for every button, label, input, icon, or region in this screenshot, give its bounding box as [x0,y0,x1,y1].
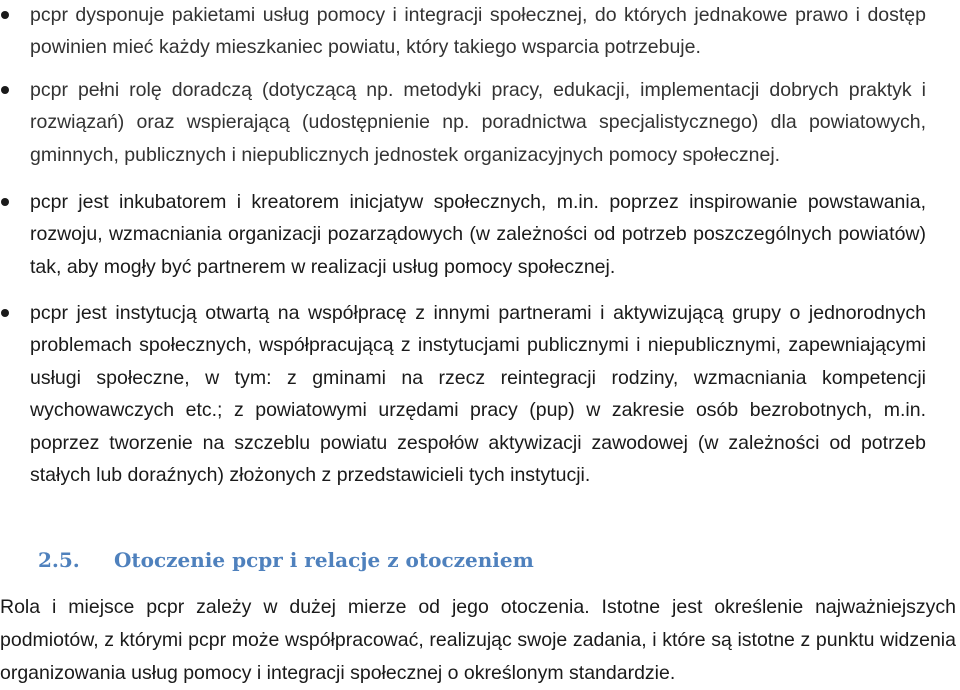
bullet-list-2 [0,74,928,171]
bullet-text: pcpr jest inkubatorem i kreatorem inicjatyw społecznych, m.in. poprzez inspirowanie powstawania, rozwoju, wzmacniania organizacji pozarządowych (w zależności od potrzeb poszczególnych powiatów) tak, aby mogły być partnerem w realizacji usług pomocy społecznej. [30,191,926,278]
list-item [0,0,928,64]
list-item [0,74,928,171]
bullet-text: pcpr dysponuje pakietami usług pomocy i integracji społecznej, do których jednakowe prawo i dostęp powinien mieć każdy mieszkaniec powiatu, który takiego wsparcia potrzebuje. [30,4,926,59]
section-number: 2.5. [38,548,80,572]
bullet-icon [1,309,9,317]
bullet-text: pcpr pełni rolę doradczą (dotyczącą np. metodyki pracy, edukacji, implementacji dobrych praktyk i rozwiązań) oraz wspierającą (udostępnienie np. poradnictwa specjalistycznego) dla powiatowych, gminnych, publicznych i niepublicznych jednostek organizacyjnych pomocy społecznej. [30,79,926,166]
bullet-list-1 [0,0,928,64]
bullet-icon [1,86,9,94]
bullet-text: pcpr jest instytucją otwartą na współpracę z innymi partnerami i aktywizującą grupy o jednorodnych problemach społecznych, współpracującą z instytucjami publicznymi i niepublicznymi, zapewniającymi usługi społeczne, w tym: z gminami na rzecz reintegracji rodziny, wzmacniania kompetencji wychowawczych etc.; z powiatowymi urzędami pracy (pup) w zakresie osób bezrobotnych, m.in. poprzez tworzenie na szczeblu powiatu zespołów aktywizacji zawodowej (w zależności od potrzeb stałych lub doraźnych) złożonych z przedstawicieli tych instytucji. [30,302,926,487]
section-title: Otoczenie pcpr i relacje z otoczeniem [114,548,534,572]
bullet-icon [1,198,9,206]
list-item [0,186,928,283]
body-paragraph: Rola i miejsce pcpr zależy w dużej mierze od jego otoczenia. Istotne jest określenie najważniejszych podmiotów, z którymi pcpr może współpracować, realizując swoje zadania, i które są istotne z punktu widzenia organizowania usług pomocy i integracji społecznej o określonym standardzie. [0,596,956,684]
list-item [0,297,928,491]
bullet-icon [1,11,9,19]
bullet-list-4 [0,297,928,491]
bullet-list-3 [0,186,928,283]
section-heading [38,548,534,572]
